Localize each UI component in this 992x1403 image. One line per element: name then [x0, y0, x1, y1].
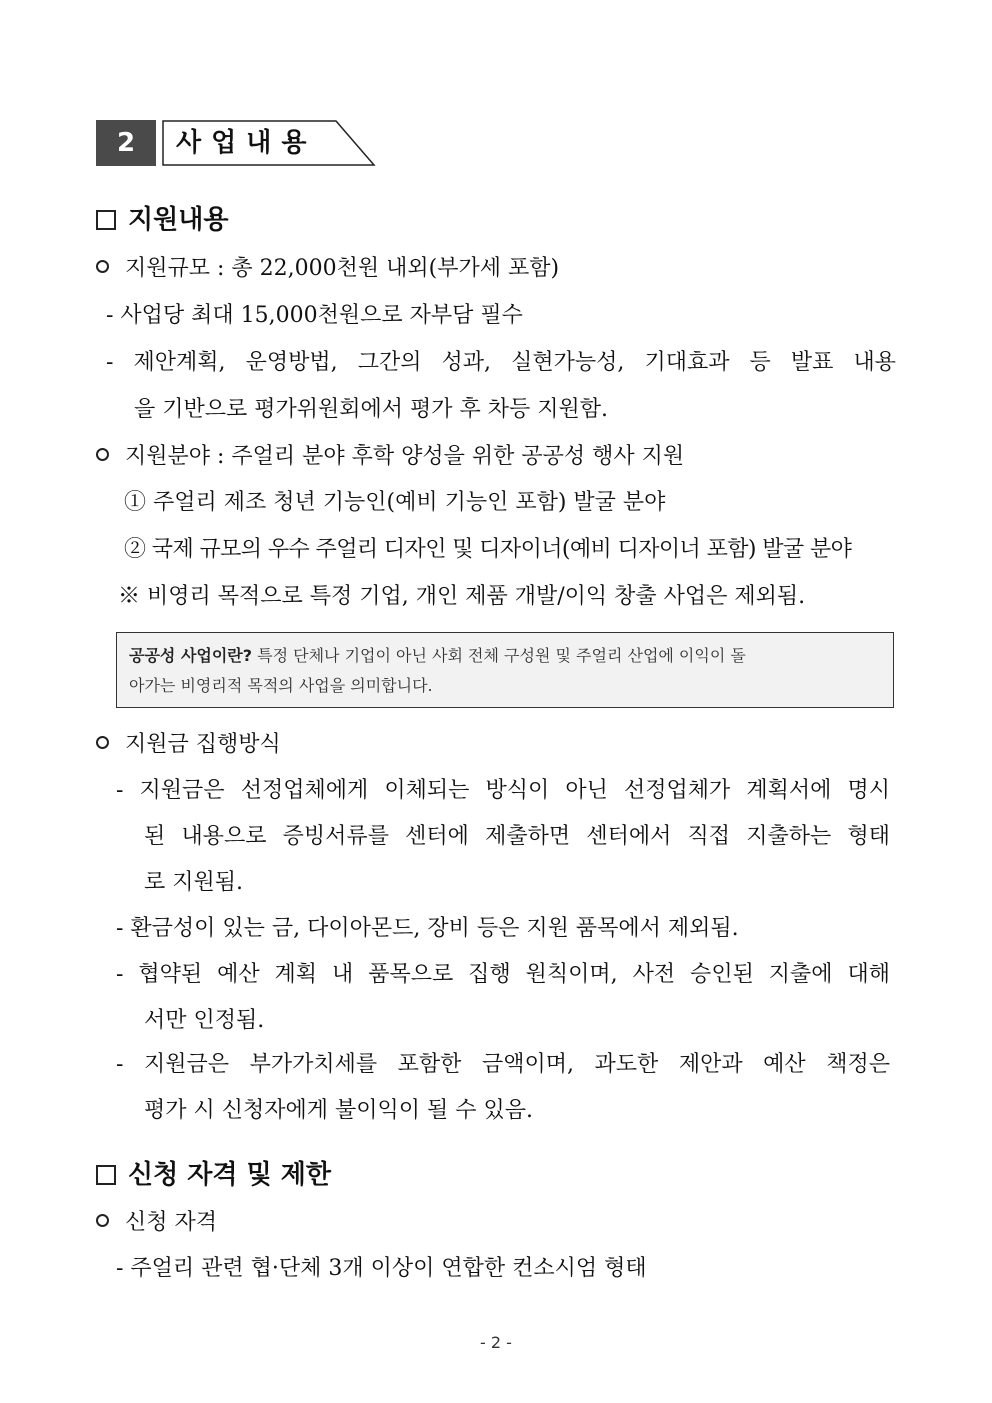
- execution-line: 평가 시 신청자에게 불이익이 될 수 있음.: [144, 1098, 533, 1123]
- execution-line: - 지원금은 선정업체에게 이체되는 방식이 아닌 선정업체가 계획서에 명시: [116, 778, 890, 803]
- execution-item: [96, 730, 281, 760]
- note-line: [129, 641, 883, 671]
- support-scale-line: - 사업당 최대 15,000천원으로 자부담 필수: [106, 303, 523, 328]
- support-field-line: ① 주얼리 제조 청년 기능인(예비 기능인 포함) 발굴 분야: [124, 490, 666, 515]
- execution-line: 로 지원됨.: [144, 870, 243, 895]
- eligibility-label: 신청 자격: [125, 1210, 218, 1235]
- circle-bullet-icon: [96, 1214, 109, 1227]
- support-scale-item: [96, 254, 559, 284]
- execution-line: 된 내용으로 증빙서류를 센터에 제출하면 센터에서 직접 지출하는 형태: [144, 824, 890, 849]
- execution-line: 서만 인정됨.: [144, 1008, 265, 1033]
- execution-line: - 지원금은 부가가치세를 포함한 금액이며, 과도한 제안과 예산 책정은: [116, 1052, 890, 1077]
- note-line: 아가는 비영리적 목적의 사업을 의미합니다.: [129, 676, 433, 695]
- page-number: - 2 -: [480, 1333, 512, 1352]
- circle-bullet-icon: [96, 736, 109, 749]
- circle-bullet-icon: [96, 260, 109, 273]
- support-field-item: [96, 442, 684, 472]
- note-text: 특정 단체나 기업이 아닌 사회 전체 구성원 및 주얼리 산업에 이익이 돌: [252, 646, 746, 665]
- support-scale-line: 을 기반으로 평가위원회에서 평가 후 차등 지원함.: [134, 397, 608, 422]
- note-term: 공공성 사업이란?: [129, 646, 253, 665]
- execution-line: - 환금성이 있는 금, 다이아몬드, 장비 등은 지원 품목에서 제외됨.: [116, 916, 739, 941]
- execution-label: 지원금 집행방식: [125, 732, 281, 757]
- public-business-note: [116, 632, 894, 708]
- support-field-line: ② 국제 규모의 우수 주얼리 디자인 및 디자이너(예비 디자이너 포함) 발굴 분야: [124, 537, 852, 562]
- support-heading-text: 지원내용: [128, 205, 229, 235]
- section-header: [96, 120, 386, 166]
- circle-bullet-icon: [96, 448, 109, 461]
- section-number: 2: [96, 120, 156, 166]
- execution-line: - 협약된 예산 계획 내 품목으로 집행 원칙이며, 사전 승인된 지출에 대해: [116, 962, 890, 987]
- eligibility-heading-text: 신청 자격 및 제한: [128, 1160, 331, 1190]
- support-scale-label: 지원규모 : 총 22,000천원 내외(부가세 포함): [125, 256, 560, 281]
- support-scale-line: - 제안계획, 운영방법, 그간의 성과, 실현가능성, 기대효과 등 발표 내용: [106, 350, 896, 375]
- checkbox-icon: [96, 1165, 116, 1185]
- eligibility-item: [96, 1208, 217, 1238]
- eligibility-line: - 주얼리 관련 협·단체 3개 이상이 연합한 컨소시엄 형태: [116, 1256, 647, 1281]
- support-heading: [96, 203, 228, 237]
- checkbox-icon: [96, 210, 116, 230]
- support-field-label: 지원분야 : 주얼리 분야 후학 양성을 위한 공공성 행사 지원: [125, 444, 685, 469]
- eligibility-heading: [96, 1158, 331, 1192]
- section-title: 사업내용: [176, 128, 317, 158]
- support-field-line: ※ 비영리 목적으로 특정 기업, 개인 제품 개발/이익 창출 사업은 제외됨.: [118, 584, 806, 609]
